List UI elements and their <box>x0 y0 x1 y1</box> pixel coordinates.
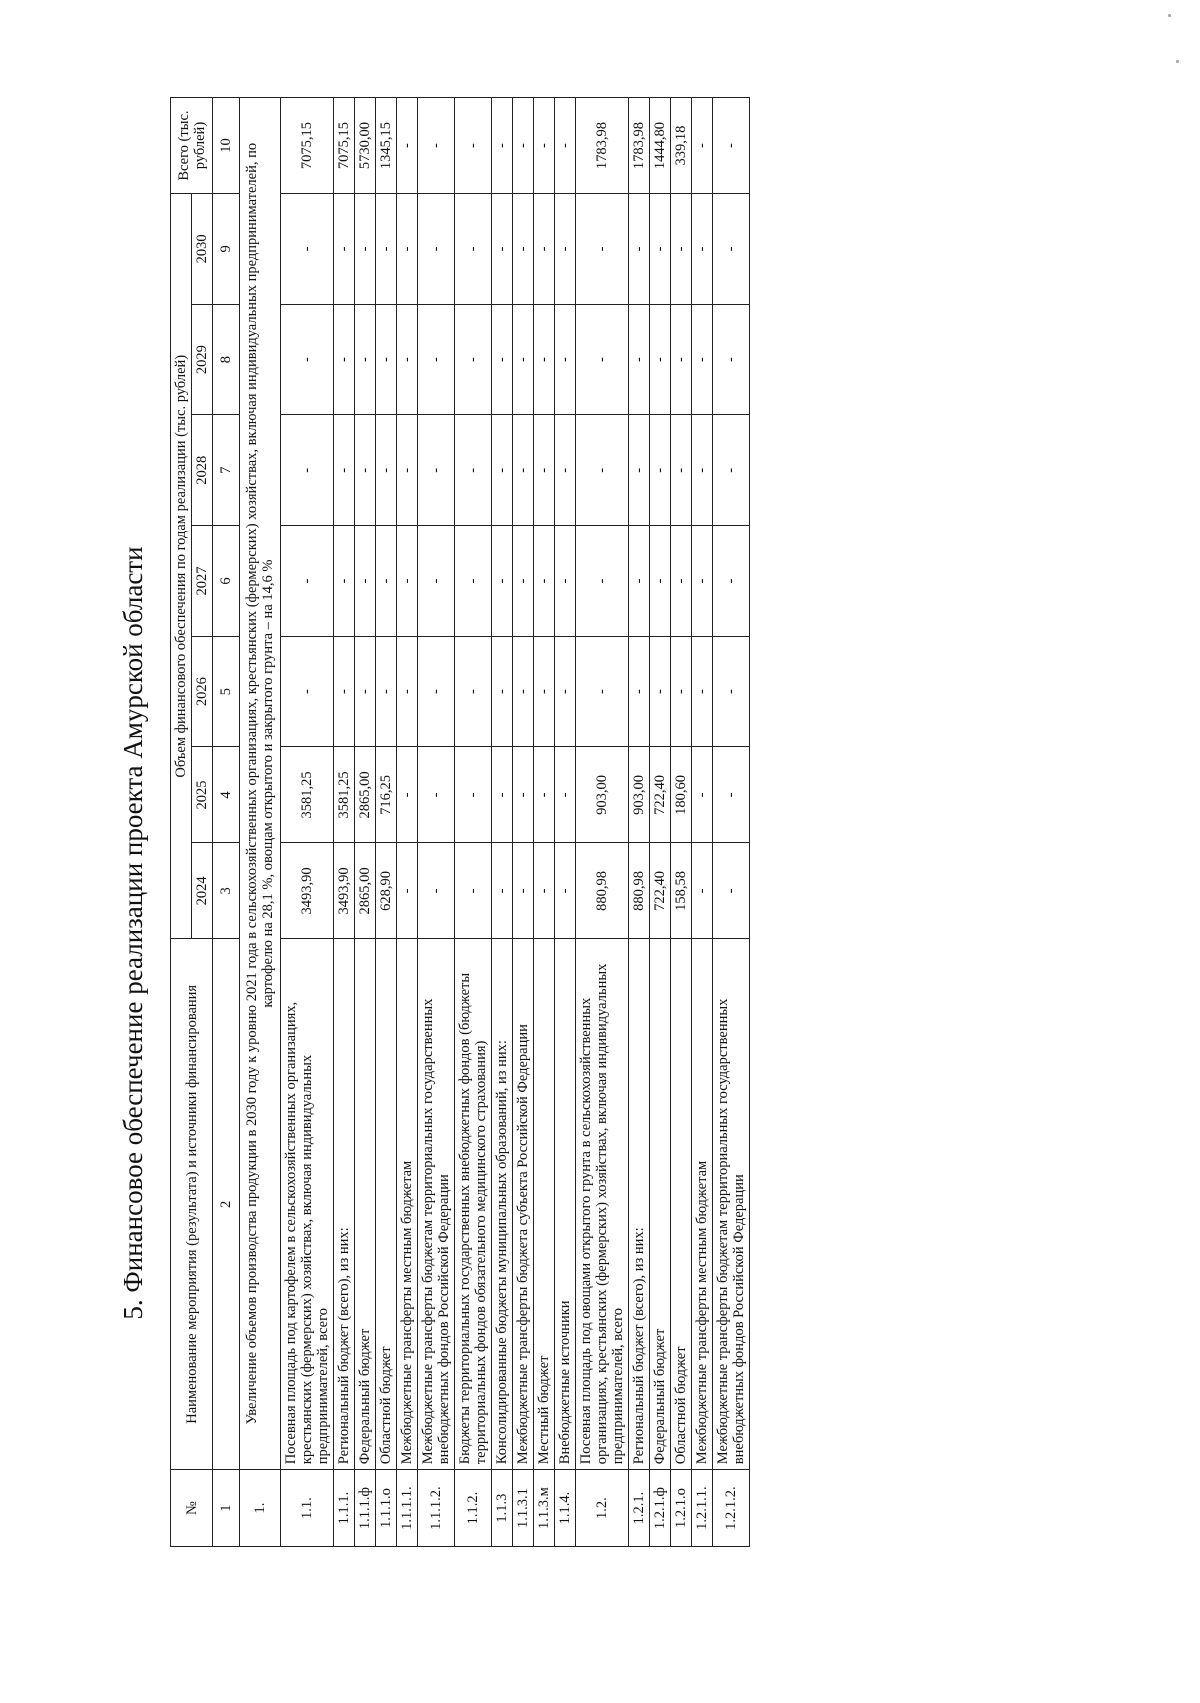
table-row <box>397 98 418 1547</box>
table-row <box>534 98 555 1547</box>
row-year-value: - <box>281 415 334 526</box>
row-year-value: - <box>555 194 576 305</box>
row-year-value: - <box>692 636 713 747</box>
row-year-value: - <box>692 194 713 305</box>
row-year-value: - <box>418 304 455 415</box>
row-year-value: - <box>397 415 418 526</box>
row-number: 1.1.1. <box>334 1470 355 1547</box>
row-year-value: 158,58 <box>671 843 692 939</box>
row-number: 1.1.1.о <box>376 1470 397 1547</box>
row-number: 1.1.3 <box>492 1470 513 1547</box>
row-total: 1783,98 <box>576 98 629 194</box>
column-index: 3 <box>213 843 240 939</box>
row-total: - <box>555 98 576 194</box>
row-year-value: 880,98 <box>576 843 629 939</box>
row-year-value: - <box>555 415 576 526</box>
row-year-value: - <box>281 194 334 305</box>
row-year-value: - <box>650 194 671 305</box>
row-year-value: - <box>281 526 334 637</box>
row-number: 1.1. <box>281 1470 334 1547</box>
row-year-value: - <box>376 415 397 526</box>
row-year-value: - <box>650 304 671 415</box>
row-number: 1.2.1.о <box>671 1470 692 1547</box>
scan-artifact <box>1176 60 1179 63</box>
row-year-value: 180,60 <box>671 747 692 843</box>
header-year: 2024 <box>192 843 213 939</box>
row-year-value: - <box>455 194 492 305</box>
row-number: 1.2.1.1. <box>692 1470 713 1547</box>
header-year: 2030 <box>192 194 213 305</box>
row-year-value: - <box>513 304 534 415</box>
row-number: 1.1.1.1. <box>397 1470 418 1547</box>
row-number: 1.1.2. <box>455 1470 492 1547</box>
row-year-value: - <box>355 526 376 637</box>
row-total: - <box>513 98 534 194</box>
row-year-value: - <box>555 636 576 747</box>
row-year-value: - <box>576 304 629 415</box>
row-year-value: - <box>629 526 650 637</box>
row-year-value: - <box>671 194 692 305</box>
row-total: - <box>492 98 513 194</box>
row-year-value: - <box>534 304 555 415</box>
row-number: 1.1.1.ф <box>355 1470 376 1547</box>
row-number: 1.1.4. <box>555 1470 576 1547</box>
scan-artifact <box>1168 14 1171 17</box>
header-year: 2025 <box>192 747 213 843</box>
row-year-value: 722,40 <box>650 843 671 939</box>
row-year-value: - <box>376 304 397 415</box>
row-year-value: - <box>492 747 513 843</box>
column-index: 2 <box>213 939 240 1470</box>
row-name: Межбюджетные трансферты местным бюджетам <box>692 939 713 1470</box>
table-row <box>671 98 692 1547</box>
row-year-value: - <box>418 194 455 305</box>
row-total: 1444,80 <box>650 98 671 194</box>
row-year-value: - <box>576 636 629 747</box>
row-total: 7075,15 <box>334 98 355 194</box>
financing-table <box>170 97 750 1547</box>
row-year-value: - <box>713 526 750 637</box>
row-year-value: - <box>576 194 629 305</box>
row-name: Местный бюджет <box>534 939 555 1470</box>
row-number: 1.2.1. <box>629 1470 650 1547</box>
row-year-value: - <box>492 843 513 939</box>
document-title: 5. Финансовое обеспечение реализации проекта Амурской области <box>118 546 148 1320</box>
row-name: Бюджеты территориальных государственных внебюджетных фондов (бюджеты территориальных фондов обязательного медицинского страхования) <box>455 939 492 1470</box>
row-year-value: - <box>418 526 455 637</box>
row-total: 339,18 <box>671 98 692 194</box>
row-year-value: - <box>355 194 376 305</box>
table-row <box>492 98 513 1547</box>
column-index: 10 <box>213 98 240 194</box>
row-name: Посевная площадь под картофелем в сельскохозяйственных организациях, крестьянских (фермерских) хозяйствах, включая индивидуальных предпринимателей, всего <box>281 939 334 1470</box>
row-year-value: - <box>692 747 713 843</box>
row-total: - <box>692 98 713 194</box>
row-year-value: - <box>281 304 334 415</box>
row-year-value: 903,00 <box>629 747 650 843</box>
column-index: 5 <box>213 636 240 747</box>
row-year-value: - <box>692 526 713 637</box>
row-total: - <box>397 98 418 194</box>
row-number: 1.2.1.ф <box>650 1470 671 1547</box>
header-year: 2027 <box>192 526 213 637</box>
row-number: 1.1.3.1 <box>513 1470 534 1547</box>
row-total: - <box>713 98 750 194</box>
row-year-value: 628,90 <box>376 843 397 939</box>
row-year-value: 716,25 <box>376 747 397 843</box>
header-year: 2029 <box>192 304 213 415</box>
row-year-value: - <box>692 843 713 939</box>
row-number: 1.2.1.2. <box>713 1470 750 1547</box>
column-index: 6 <box>213 526 240 637</box>
row-total: 7075,15 <box>281 98 334 194</box>
table-row <box>513 98 534 1547</box>
row-year-value: - <box>397 526 418 637</box>
row-name: Межбюджетные трансферты местным бюджетам <box>397 939 418 1470</box>
row-year-value: - <box>492 415 513 526</box>
row-year-value: - <box>397 304 418 415</box>
row-year-value: 3581,25 <box>281 747 334 843</box>
row-year-value: - <box>555 747 576 843</box>
row-year-value: - <box>355 415 376 526</box>
row-year-value: - <box>397 747 418 843</box>
row-year-value: 3493,90 <box>334 843 355 939</box>
row-year-value: - <box>629 636 650 747</box>
row-year-value: - <box>513 747 534 843</box>
table-row <box>713 98 750 1547</box>
row-number: 1.2. <box>576 1470 629 1547</box>
row-year-value: 880,98 <box>629 843 650 939</box>
row-year-value: - <box>650 636 671 747</box>
row-year-value: - <box>513 194 534 305</box>
row-year-value: - <box>713 747 750 843</box>
row-year-value: - <box>629 304 650 415</box>
row-year-value: - <box>713 415 750 526</box>
row-year-value: - <box>555 843 576 939</box>
row-year-value: - <box>376 194 397 305</box>
row-year-value: - <box>576 526 629 637</box>
header-number: № <box>171 1470 213 1547</box>
row-year-value: - <box>355 636 376 747</box>
row-year-value: - <box>513 843 534 939</box>
row-name: Федеральный бюджет <box>355 939 376 1470</box>
table-row <box>281 98 334 1547</box>
header-name: Наименование мероприятия (результата) и источники финансирования <box>171 939 213 1470</box>
row-year-value: - <box>334 415 355 526</box>
row-year-value: - <box>376 526 397 637</box>
row-year-value: 2865,00 <box>355 843 376 939</box>
row-number: 1.1.1.2. <box>418 1470 455 1547</box>
row-year-value: - <box>418 636 455 747</box>
row-year-value: - <box>455 843 492 939</box>
row-year-value: - <box>692 415 713 526</box>
column-index: 9 <box>213 194 240 305</box>
row-total: - <box>455 98 492 194</box>
row-name: Посевная площадь под овощами открытого грунта в сельскохозяйственных организациях, крестьянских (фермерских) хозяйствах, включая индивидуальных предпринимателей, всего <box>576 939 629 1470</box>
column-index: 1 <box>213 1470 240 1547</box>
row-year-value: - <box>492 526 513 637</box>
header-year: 2028 <box>192 415 213 526</box>
header-year-group: Объем финансового обеспечения по годам реализации (тыс. рублей) <box>171 194 192 939</box>
row-year-value: - <box>397 636 418 747</box>
row-name: Региональный бюджет (всего), из них: <box>334 939 355 1470</box>
row-name: Областной бюджет <box>376 939 397 1470</box>
row-name: Межбюджетные трансферты бюджета субъекта Российской Федерации <box>513 939 534 1470</box>
row-total: - <box>534 98 555 194</box>
row-year-value: - <box>650 415 671 526</box>
row-name: Межбюджетные трансферты бюджетам территориальных государственных внебюджетных фондов Российской Федерации <box>418 939 455 1470</box>
row-total: 5730,00 <box>355 98 376 194</box>
row-year-value: - <box>418 843 455 939</box>
table-row <box>376 98 397 1547</box>
row-year-value: - <box>713 194 750 305</box>
table-row <box>355 98 376 1547</box>
column-index: 7 <box>213 415 240 526</box>
row-year-value: - <box>492 304 513 415</box>
row-year-value: - <box>334 526 355 637</box>
table-row <box>555 98 576 1547</box>
row-total: - <box>418 98 455 194</box>
row-year-value: - <box>576 415 629 526</box>
row-year-value: - <box>629 194 650 305</box>
row-year-value: - <box>455 304 492 415</box>
goal-row <box>240 98 281 1547</box>
row-year-value: - <box>418 747 455 843</box>
row-year-value: - <box>513 636 534 747</box>
row-year-value: - <box>629 415 650 526</box>
row-year-value: - <box>281 636 334 747</box>
row-year-value: - <box>513 415 534 526</box>
row-year-value: - <box>671 304 692 415</box>
row-year-value: - <box>534 747 555 843</box>
table-row <box>418 98 455 1547</box>
goal-number: 1. <box>240 1470 281 1547</box>
row-year-value: - <box>534 843 555 939</box>
row-year-value: - <box>534 194 555 305</box>
row-year-value: 3581,25 <box>334 747 355 843</box>
row-year-value: - <box>671 415 692 526</box>
row-year-value: - <box>455 526 492 637</box>
table-row <box>650 98 671 1547</box>
row-year-value: - <box>455 747 492 843</box>
row-year-value: 3493,90 <box>281 843 334 939</box>
row-year-value: - <box>492 194 513 305</box>
row-year-value: - <box>513 526 534 637</box>
row-year-value: - <box>418 415 455 526</box>
goal-text: Увеличение объемов производства продукции в 2030 году к уровню 2021 года в сельскохозяйственных организациях, крестьянских (фермерских) хозяйствах, включая индивидуальных предпринимателей, по картофелю на 28,1 %, овощам открытого и закрытого грунта – на 14,6 % <box>240 98 281 1470</box>
row-year-value: - <box>397 843 418 939</box>
row-year-value: - <box>534 415 555 526</box>
row-year-value: - <box>671 636 692 747</box>
row-year-value: - <box>650 526 671 637</box>
table-row <box>692 98 713 1547</box>
row-year-value: - <box>397 194 418 305</box>
table-row <box>576 98 629 1547</box>
header-total: Всего (тыс. рублей) <box>171 98 213 194</box>
column-index: 4 <box>213 747 240 843</box>
row-name: Региональный бюджет (всего), из них: <box>629 939 650 1470</box>
row-year-value: - <box>555 526 576 637</box>
row-year-value: - <box>455 415 492 526</box>
row-year-value: - <box>534 526 555 637</box>
row-year-value: - <box>713 304 750 415</box>
row-year-value: - <box>376 636 397 747</box>
row-year-value: - <box>692 304 713 415</box>
row-name: Федеральный бюджет <box>650 939 671 1470</box>
row-name: Областной бюджет <box>671 939 692 1470</box>
table-row <box>629 98 650 1547</box>
row-number: 1.1.3.м <box>534 1470 555 1547</box>
row-total: 1783,98 <box>629 98 650 194</box>
column-index: 8 <box>213 304 240 415</box>
row-year-value: - <box>355 304 376 415</box>
row-year-value: - <box>334 636 355 747</box>
row-name: Консолидированные бюджеты муниципальных образований, из них: <box>492 939 513 1470</box>
row-year-value: 903,00 <box>576 747 629 843</box>
table-row <box>455 98 492 1547</box>
row-year-value: 722,40 <box>650 747 671 843</box>
row-year-value: - <box>334 194 355 305</box>
row-name: Межбюджетные трансферты бюджетам территориальных государственных внебюджетных фондов Российской Федерации <box>713 939 750 1470</box>
header-year: 2026 <box>192 636 213 747</box>
row-year-value: - <box>534 636 555 747</box>
row-total: 1345,15 <box>376 98 397 194</box>
row-name: Внебюджетные источники <box>555 939 576 1470</box>
row-year-value: - <box>555 304 576 415</box>
row-year-value: - <box>713 636 750 747</box>
table-row <box>334 98 355 1547</box>
row-year-value: - <box>334 304 355 415</box>
row-year-value: 2865,00 <box>355 747 376 843</box>
row-year-value: - <box>492 636 513 747</box>
row-year-value: - <box>713 843 750 939</box>
row-year-value: - <box>455 636 492 747</box>
row-year-value: - <box>671 526 692 637</box>
